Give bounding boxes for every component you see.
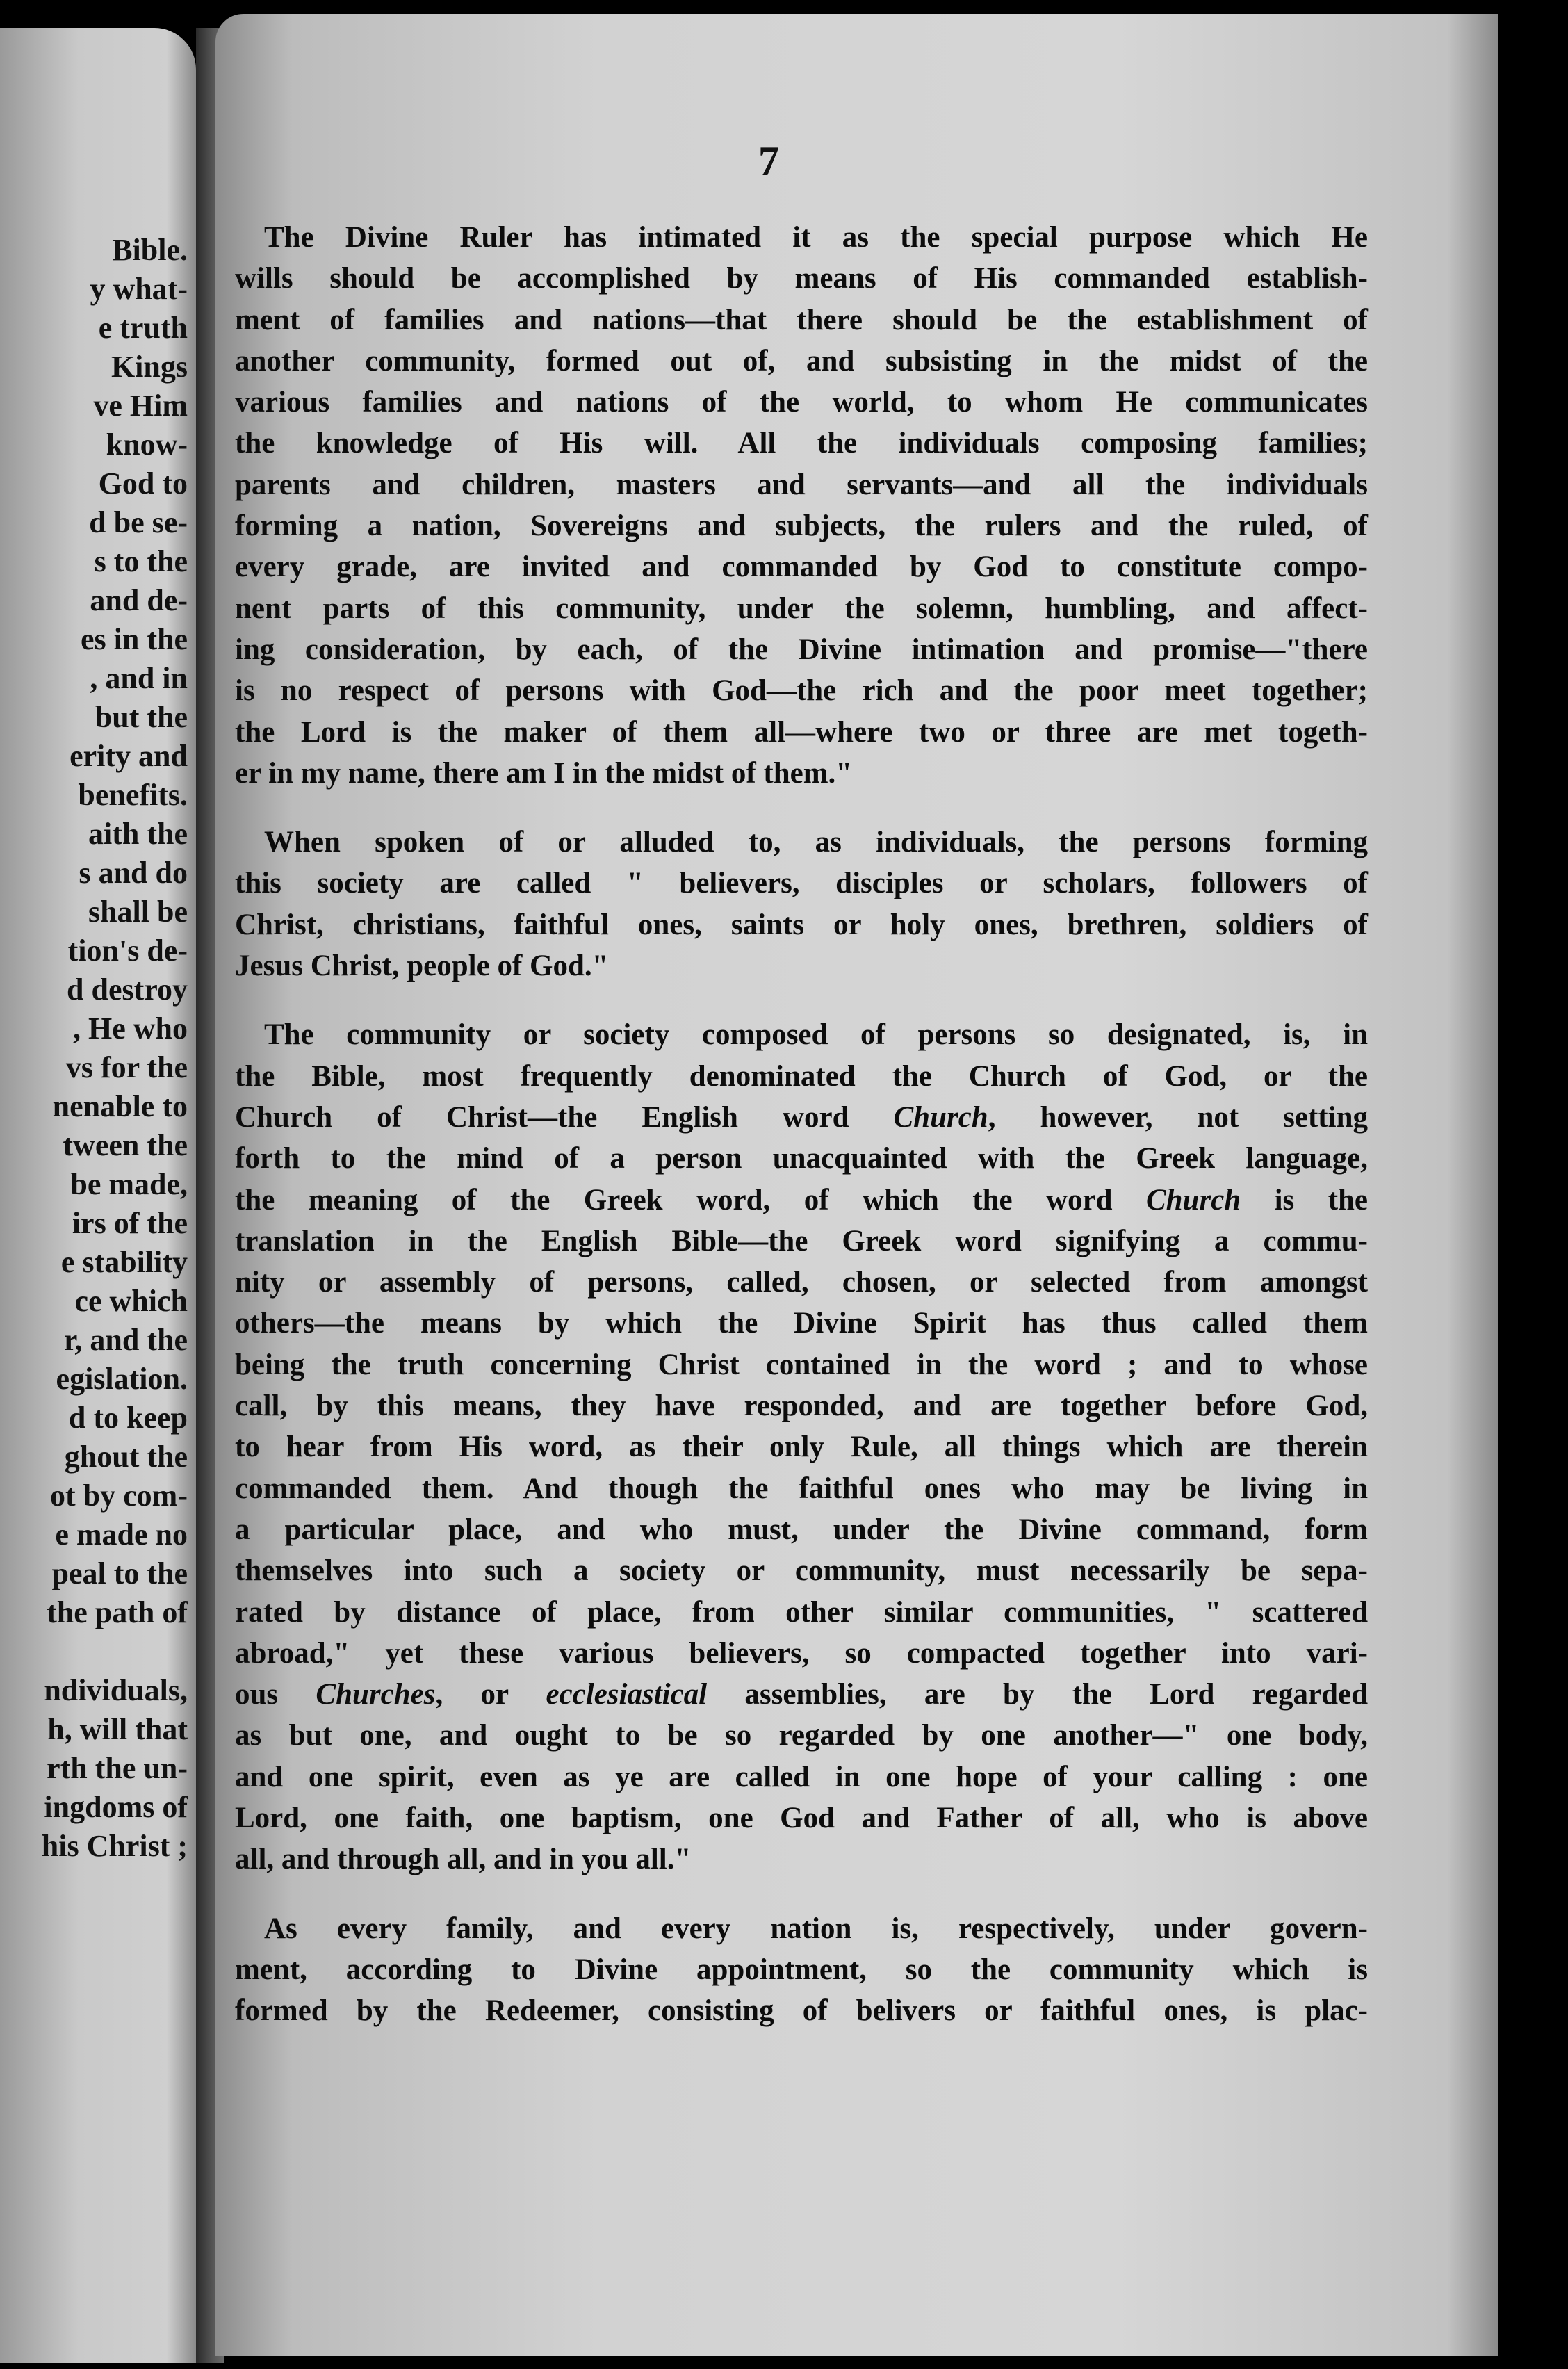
previous-page-line: rth the un- xyxy=(47,1751,188,1785)
previous-page-line: es in the xyxy=(81,622,188,656)
previous-page-line: e stability xyxy=(60,1245,188,1279)
text-line: translation in the English Bible—the Greek word signifying a commu- xyxy=(235,1224,1368,1257)
text-line: Jesus Christ, people of God." xyxy=(235,950,609,983)
text-line: Lord, one faith, one baptism, one God and Father of all, who is above xyxy=(235,1801,1368,1834)
text-line: forming a nation, Sovereigns and subjects, the rulers and the ruled, of xyxy=(235,510,1368,543)
previous-page-line: tween the xyxy=(63,1128,188,1162)
text-line: themselves into such a society or community, must necessarily be sepa- xyxy=(235,1554,1368,1588)
text-line: is no respect of persons with God—the rich and the poor meet together; xyxy=(235,674,1368,708)
previous-page-line: , He who xyxy=(73,1011,188,1045)
text-line: The community or society composed of persons so designated, is, in xyxy=(264,1018,1368,1052)
previous-page-line: his Christ ; xyxy=(41,1829,188,1863)
previous-page-line: vs for the xyxy=(65,1050,188,1084)
previous-page-line: egislation. xyxy=(56,1362,188,1396)
previous-page-line: erity and xyxy=(70,739,188,773)
text-line: others—the means by which the Divine Spirit has thus called them xyxy=(235,1307,1368,1340)
previous-page-line: irs of the xyxy=(72,1206,188,1240)
paragraph xyxy=(235,1014,1368,1880)
text-line: another community, formed out of, and subsisting in the midst of the xyxy=(235,344,1368,377)
previous-page-text xyxy=(0,231,188,1866)
previous-page-line: aith the xyxy=(88,817,188,851)
previous-page-line: God to xyxy=(98,466,188,500)
text-line: a particular place, and who must, under the Divine command, form xyxy=(235,1513,1368,1546)
previous-page-fragment xyxy=(0,28,196,2363)
text-line: commanded them. And though the faithful ones who may be living in xyxy=(235,1472,1368,1505)
text-line: call, by this means, they have responded, and are together before God, xyxy=(235,1390,1368,1423)
previous-page-line: know- xyxy=(106,428,188,462)
paragraph xyxy=(235,217,1368,794)
text-line: er in my name, there am I in the midst of them." xyxy=(235,756,853,790)
text-line: Church of Christ—the English word Church, however, not setting xyxy=(235,1100,1368,1134)
text-line: the knowledge of His will. All the individuals composing families; xyxy=(235,427,1368,460)
previous-page-line: and de- xyxy=(90,583,188,617)
text-line: wills should be accomplished by means of His commanded establish- xyxy=(235,262,1368,295)
text-line: every grade, are invited and commanded by God to constitute compo- xyxy=(235,551,1368,584)
previous-page-line: Kings xyxy=(111,350,188,384)
text-line: formed by the Redeemer, consisting of belivers or faithful ones, is plac- xyxy=(235,1994,1368,2028)
text-line: to hear from His word, as their only Rule, all things which are therein xyxy=(235,1431,1368,1464)
text-line: all, and through all, and in you all." xyxy=(235,1843,692,1876)
previous-page-line: h, will that xyxy=(47,1712,188,1746)
text-line: various families and nations of the world, to whom He communicates xyxy=(235,386,1368,419)
previous-page-line: Bible. xyxy=(112,233,188,267)
text-line: and one spirit, even as ye are called in one hope of your calling : one xyxy=(235,1760,1368,1793)
text-line: As every family, and every nation is, respectively, under govern- xyxy=(264,1912,1368,1945)
previous-page-line: ingdoms of xyxy=(44,1790,188,1824)
previous-page-line: ve Him xyxy=(93,389,188,423)
text-line: the Bible, most frequently denominated the Church of God, or the xyxy=(235,1059,1368,1093)
text-line: forth to the mind of a person unacquainted with the Greek language, xyxy=(235,1142,1368,1175)
text-line: the meaning of the Greek word, of which the word Church is the xyxy=(235,1183,1369,1216)
page-number: 7 xyxy=(758,138,779,184)
previous-page-line: nenable to xyxy=(52,1089,188,1123)
previous-page-line: tion's de- xyxy=(67,934,188,968)
previous-page-line xyxy=(0,1632,188,1671)
previous-page-line: y what- xyxy=(90,272,188,306)
text-line: ous Churches, or ecclesiastical assemblies, are by the Lord regarded xyxy=(235,1678,1368,1711)
previous-page-line: s to the xyxy=(94,544,188,578)
previous-page-line: e made no xyxy=(55,1517,188,1552)
text-line: The Divine Ruler has intimated it as the special purpose which He xyxy=(264,221,1368,254)
previous-page-line: ot by com- xyxy=(50,1479,188,1513)
text-line: being the truth concerning Christ contained in the word ; and to whose xyxy=(235,1348,1368,1381)
text-line: nity or assembly of persons, called, chosen, or selected from amongst xyxy=(235,1266,1368,1299)
text-line: parents and children, masters and servants—and all the individuals xyxy=(235,468,1368,501)
previous-page-line: peal to the xyxy=(51,1556,188,1590)
previous-page-line: , and in xyxy=(90,661,188,695)
text-line: abroad," yet these various believers, so compacted together into vari- xyxy=(235,1636,1368,1670)
text-line: rated by distance of place, from other similar communities, " scattered xyxy=(235,1595,1368,1629)
previous-page-line: ce which xyxy=(74,1284,188,1318)
text-line: this society are called " believers, disciples or scholars, followers of xyxy=(235,867,1368,900)
previous-page-line: the path of xyxy=(47,1595,188,1629)
previous-page-line: e truth xyxy=(98,311,188,345)
text-line: Christ, christians, faithful ones, saints or holy ones, brethren, soldiers of xyxy=(235,908,1368,941)
previous-page-line: be made, xyxy=(70,1167,188,1201)
paragraph xyxy=(235,822,1368,986)
text-line: as but one, and ought to be so regarded by one another—" one body, xyxy=(235,1719,1368,1752)
previous-page-line: but the xyxy=(95,700,188,734)
previous-page-line: r, and the xyxy=(63,1323,188,1357)
text-line: the Lord is the maker of them all—where two or three are met togeth- xyxy=(235,715,1368,749)
previous-page-line: ndividuals, xyxy=(44,1673,188,1707)
previous-page-line: s and do xyxy=(79,856,188,890)
text-line: ment, according to Divine appointment, so the community which is xyxy=(235,1953,1368,1986)
text-line: ment of families and nations—that there should be the establishment of xyxy=(235,303,1368,336)
previous-page-line: d to keep xyxy=(68,1401,188,1435)
previous-page-line: shall be xyxy=(88,895,188,929)
paragraph xyxy=(235,1908,1368,2032)
previous-page-line: ghout the xyxy=(64,1440,188,1474)
page-body-text xyxy=(235,217,1368,2031)
text-line: When spoken of or alluded to, as individuals, the persons forming xyxy=(264,826,1368,859)
previous-page-line: d be se- xyxy=(89,505,188,539)
previous-page-line: d destroy xyxy=(67,972,188,1007)
text-line: nent parts of this community, under the solemn, humbling, and affect- xyxy=(235,592,1368,625)
text-line: ing consideration, by each, of the Divine intimation and promise—"there xyxy=(235,633,1368,666)
previous-page-line: benefits. xyxy=(78,778,188,812)
